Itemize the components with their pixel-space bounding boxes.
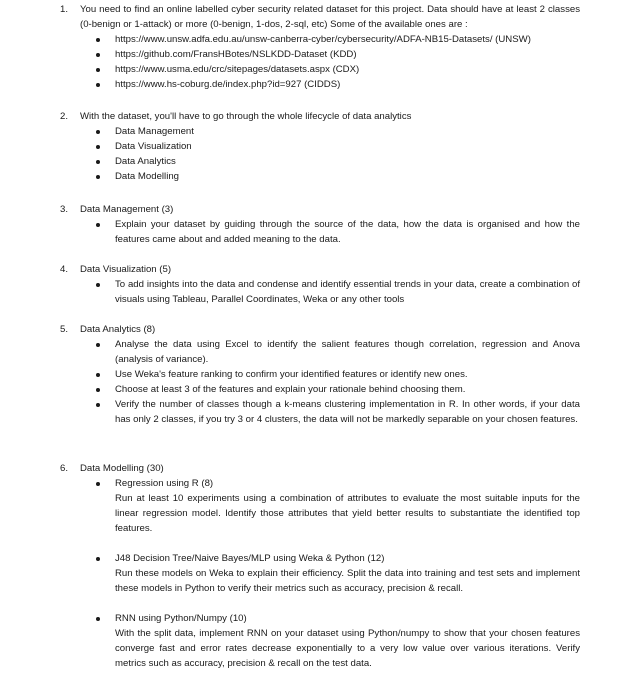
list-item: [60, 382, 580, 397]
list-item: [60, 551, 580, 596]
section-number: 1.: [60, 4, 69, 15]
section-4: [60, 262, 580, 307]
bullet-icon: [96, 343, 100, 347]
dataset-link: https://github.com/FransHBotes/NSLKDD-Dataset (KDD): [115, 49, 357, 60]
section-2: [60, 109, 580, 184]
list-item: [60, 77, 580, 92]
list-item: [60, 32, 580, 47]
bullet-list: [60, 277, 580, 307]
list-item-text: To add insights into the data and condense and identify essential trends in your data, create a combination of visuals using Tableau, Parallel Coordinates, Weka or any other tools: [115, 279, 580, 305]
list-item-body: Run these models on Weka to explain their efficiency. Split the data into training and test sets and implement these models in Python to verify their metrics such as accuracy, precision & recall.: [115, 568, 580, 594]
bullet-icon: [96, 373, 100, 377]
list-item: [60, 217, 580, 247]
spacer: [60, 596, 580, 611]
bullet-icon: [96, 283, 100, 287]
bullet-icon: [96, 388, 100, 392]
bullet-icon: [96, 38, 100, 42]
section-intro: With the dataset, you'll have to go through the whole lifecycle of data analytics: [80, 111, 412, 122]
bullet-list: [60, 32, 580, 92]
list-item: [60, 169, 580, 184]
bullet-icon: [96, 130, 100, 134]
list-item-text: Data Modelling: [115, 171, 179, 182]
list-item: [60, 139, 580, 154]
bullet-icon: [96, 68, 100, 72]
bullet-list: [60, 124, 580, 184]
section-intro: You need to find an online labelled cyber security related dataset for this project. Data should have at least 2 classes (0-benign or 1-attack) or more (0-benign, 1-dos, 2-sql, etc) Some of the available ones are :: [80, 4, 580, 30]
section-intro: Data Management (3): [80, 204, 174, 215]
spacer: [60, 536, 580, 551]
bullet-icon: [96, 557, 100, 561]
list-item: [60, 337, 580, 367]
section-heading: [60, 202, 580, 217]
bullet-list: [60, 217, 580, 247]
list-item-text: Verify the number of classes though a k-means clustering implementation in R. In other words, if your data has only 2 classes, if you try 3 or 4 clusters, the data will not be markedly separable on your chosen features.: [115, 399, 580, 425]
bullet-list: [60, 337, 580, 427]
section-6: [60, 461, 580, 671]
list-item-title: RNN using Python/Numpy (10): [115, 613, 247, 624]
section-3: [60, 202, 580, 247]
list-item-text: Analyse the data using Excel to identify the salient features though correlation, regression and Anova (analysis of variance).: [115, 339, 580, 365]
section-intro: Data Visualization (5): [80, 264, 172, 275]
section-intro: Data Modelling (30): [80, 463, 164, 474]
bullet-icon: [96, 160, 100, 164]
list-item: [60, 62, 580, 77]
list-item: [60, 611, 580, 671]
section-number: 2.: [60, 111, 69, 122]
list-item-text: Explain your dataset by guiding through the source of the data, how the data is organised and how the features came about and added meaning to the data.: [115, 219, 580, 245]
section-1: [60, 2, 580, 92]
bullet-icon: [96, 482, 100, 486]
section-number: 5.: [60, 324, 69, 335]
section-intro: Data Analytics (8): [80, 324, 156, 335]
list-item-text: Use Weka's feature ranking to confirm your identified features or identify new ones.: [115, 369, 468, 380]
section-heading: [60, 2, 580, 32]
list-item: [60, 397, 580, 427]
dataset-link: https://www.usma.edu/crc/sitepages/datasets.aspx (CDX): [115, 64, 360, 75]
list-item-text: Data Analytics: [115, 156, 176, 167]
section-number: 3.: [60, 204, 69, 215]
list-item-title: J48 Decision Tree/Naive Bayes/MLP using Weka & Python (12): [115, 553, 385, 564]
bullet-icon: [96, 175, 100, 179]
bullet-icon: [96, 403, 100, 407]
list-item: [60, 277, 580, 307]
list-item: [60, 476, 580, 536]
bullet-icon: [96, 223, 100, 227]
list-item-body: Run at least 10 experiments using a combination of attributes to evaluate the most suitable inputs for the linear regression model. Identify those attributes that yield better results to substantiate the identified top features.: [115, 493, 580, 534]
section-heading: [60, 461, 580, 476]
list-item: [60, 154, 580, 169]
section-number: 4.: [60, 264, 69, 275]
list-item-title: Regression using R (8): [115, 478, 214, 489]
dataset-link: https://www.unsw.adfa.edu.au/unsw-canberra-cyber/cybersecurity/ADFA-NB15-Datasets/ (UNSW): [115, 34, 531, 45]
section-heading: [60, 322, 580, 337]
list-item: [60, 124, 580, 139]
bullet-icon: [96, 145, 100, 149]
section-number: 6.: [60, 463, 69, 474]
bullet-icon: [96, 617, 100, 621]
bullet-icon: [96, 53, 100, 57]
list-item-text: Choose at least 3 of the features and explain your rationale behind choosing them.: [115, 384, 466, 395]
list-item-body: With the split data, implement RNN on your dataset using Python/numpy to show that your chosen features converge fast and error rates decrease exponentially to a very low value over various iterations. Verify metrics such as accuracy, precision & recall on the test data.: [115, 628, 580, 669]
bullet-list: [60, 476, 580, 671]
list-item-text: Data Management: [115, 126, 194, 137]
bullet-icon: [96, 83, 100, 87]
list-item: [60, 367, 580, 382]
section-heading: [60, 262, 580, 277]
list-item: [60, 47, 580, 62]
section-5: [60, 322, 580, 427]
section-heading: [60, 109, 580, 124]
dataset-link: https://www.hs-coburg.de/index.php?id=927 (CIDDS): [115, 79, 341, 90]
list-item-text: Data Visualization: [115, 141, 192, 152]
